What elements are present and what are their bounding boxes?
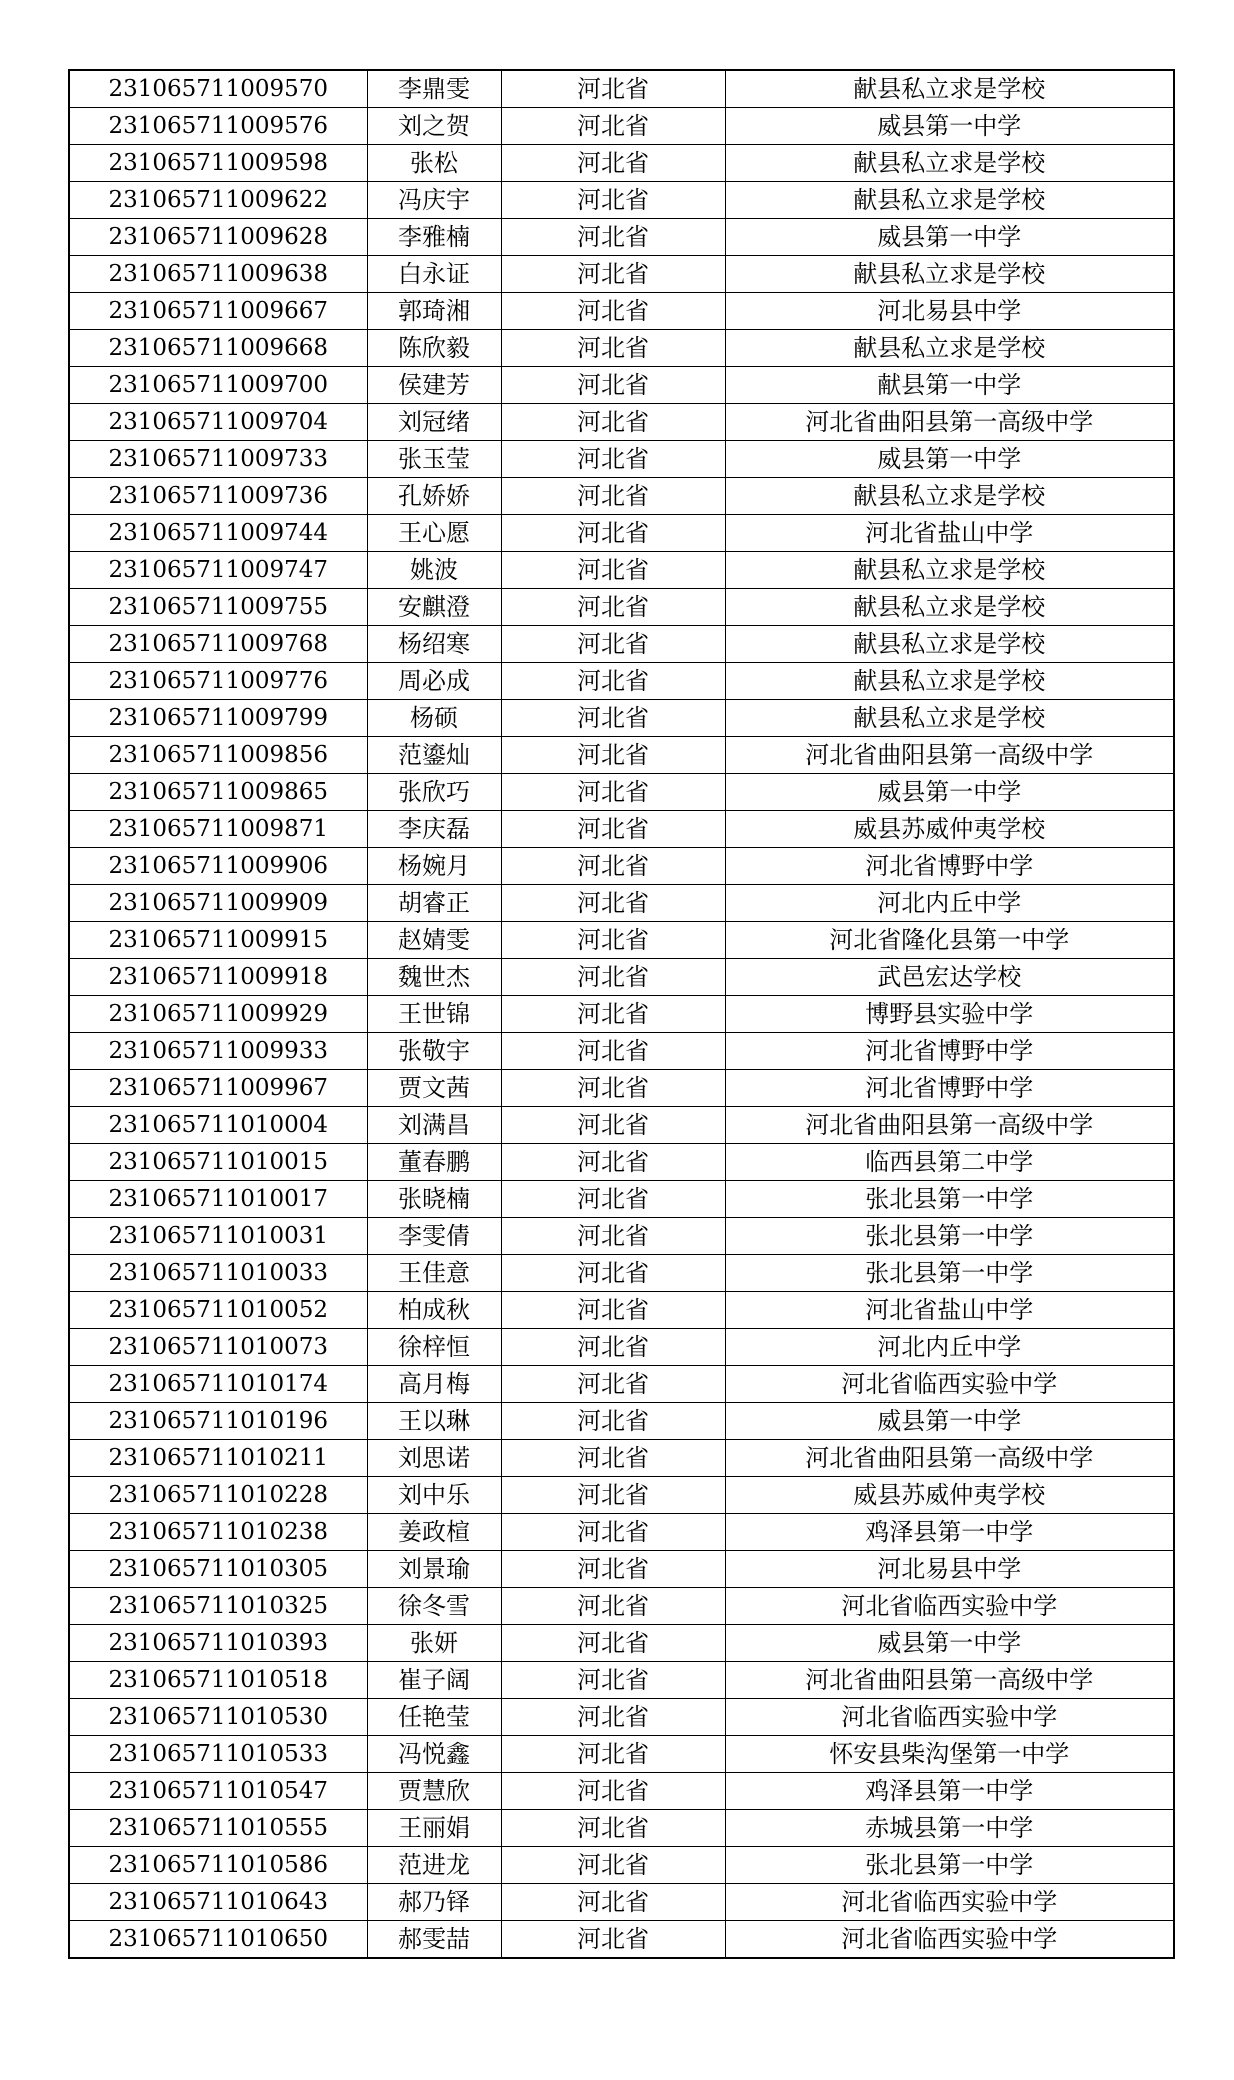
- table-row: [69, 1810, 1174, 1847]
- province-cell: 河北省: [501, 774, 725, 811]
- student-name-cell: 李庆磊: [367, 811, 501, 848]
- student-name-cell: 贾文茜: [367, 1070, 501, 1107]
- candidate-id-cell: 231065711010238: [69, 1514, 367, 1551]
- school-name-cell: 威县苏威仲夷学校: [725, 811, 1174, 848]
- candidate-id-cell: 231065711009909: [69, 885, 367, 922]
- candidate-id-cell: 231065711010196: [69, 1403, 367, 1440]
- school-name-cell: 博野县实验中学: [725, 996, 1174, 1033]
- school-name-cell: 河北省曲阳县第一高级中学: [725, 1107, 1174, 1144]
- candidate-id-cell: 231065711009776: [69, 663, 367, 700]
- candidate-id-cell: 231065711009856: [69, 737, 367, 774]
- table-row: [69, 1292, 1174, 1329]
- student-name-cell: 刘满昌: [367, 1107, 501, 1144]
- school-name-cell: 献县私立求是学校: [725, 663, 1174, 700]
- student-name-cell: 周必成: [367, 663, 501, 700]
- table-row: [69, 885, 1174, 922]
- province-cell: 河北省: [501, 1662, 725, 1699]
- candidate-id-cell: 231065711009865: [69, 774, 367, 811]
- candidate-id-cell: 231065711009598: [69, 145, 367, 182]
- candidate-id-cell: 231065711010518: [69, 1662, 367, 1699]
- candidate-id-cell: 231065711009755: [69, 589, 367, 626]
- table-row: [69, 1403, 1174, 1440]
- table-row: [69, 1144, 1174, 1181]
- province-cell: 河北省: [501, 1810, 725, 1847]
- candidate-id-cell: 231065711010325: [69, 1588, 367, 1625]
- student-name-cell: 王丽娟: [367, 1810, 501, 1847]
- province-cell: 河北省: [501, 478, 725, 515]
- table-row: [69, 367, 1174, 404]
- province-cell: 河北省: [501, 589, 725, 626]
- student-name-cell: 范进龙: [367, 1847, 501, 1884]
- province-cell: 河北省: [501, 663, 725, 700]
- table-row: [69, 1107, 1174, 1144]
- table-row: [69, 589, 1174, 626]
- school-name-cell: 河北省临西实验中学: [725, 1588, 1174, 1625]
- table-row: [69, 1921, 1174, 1959]
- candidate-id-cell: 231065711010555: [69, 1810, 367, 1847]
- province-cell: 河北省: [501, 1847, 725, 1884]
- table-row: [69, 1366, 1174, 1403]
- school-name-cell: 河北省临西实验中学: [725, 1921, 1174, 1959]
- province-cell: 河北省: [501, 1588, 725, 1625]
- student-name-cell: 张晓楠: [367, 1181, 501, 1218]
- table-row: [69, 1070, 1174, 1107]
- student-name-cell: 李雅楠: [367, 219, 501, 256]
- school-name-cell: 怀安县柴沟堡第一中学: [725, 1736, 1174, 1773]
- table-row: [69, 959, 1174, 996]
- candidate-id-cell: 231065711009967: [69, 1070, 367, 1107]
- candidate-id-cell: 231065711009667: [69, 293, 367, 330]
- student-name-cell: 张妍: [367, 1625, 501, 1662]
- candidate-id-cell: 231065711010031: [69, 1218, 367, 1255]
- candidate-id-cell: 231065711010305: [69, 1551, 367, 1588]
- student-name-cell: 魏世杰: [367, 959, 501, 996]
- table-row: [69, 478, 1174, 515]
- student-name-cell: 姚波: [367, 552, 501, 589]
- school-name-cell: 河北省曲阳县第一高级中学: [725, 737, 1174, 774]
- province-cell: 河北省: [501, 552, 725, 589]
- candidate-id-cell: 231065711009933: [69, 1033, 367, 1070]
- province-cell: 河北省: [501, 441, 725, 478]
- province-cell: 河北省: [501, 1033, 725, 1070]
- candidate-id-cell: 231065711009929: [69, 996, 367, 1033]
- student-name-cell: 刘中乐: [367, 1477, 501, 1514]
- student-name-cell: 杨婉月: [367, 848, 501, 885]
- table-row: [69, 774, 1174, 811]
- province-cell: 河北省: [501, 700, 725, 737]
- school-name-cell: 献县私立求是学校: [725, 478, 1174, 515]
- province-cell: 河北省: [501, 1366, 725, 1403]
- school-name-cell: 献县私立求是学校: [725, 70, 1174, 108]
- school-name-cell: 威县第一中学: [725, 219, 1174, 256]
- table-row: [69, 1181, 1174, 1218]
- student-name-cell: 姜政楦: [367, 1514, 501, 1551]
- table-row: [69, 626, 1174, 663]
- province-cell: 河北省: [501, 1255, 725, 1292]
- student-name-cell: 安麒澄: [367, 589, 501, 626]
- school-name-cell: 献县私立求是学校: [725, 626, 1174, 663]
- province-cell: 河北省: [501, 626, 725, 663]
- table-row: [69, 182, 1174, 219]
- student-name-cell: 刘思诺: [367, 1440, 501, 1477]
- candidate-id-cell: 231065711010017: [69, 1181, 367, 1218]
- candidate-id-cell: 231065711009570: [69, 70, 367, 108]
- candidate-id-cell: 231065711009704: [69, 404, 367, 441]
- table-row: [69, 737, 1174, 774]
- province-cell: 河北省: [501, 811, 725, 848]
- school-name-cell: 河北省盐山中学: [725, 1292, 1174, 1329]
- school-name-cell: 河北省曲阳县第一高级中学: [725, 1662, 1174, 1699]
- province-cell: 河北省: [501, 182, 725, 219]
- candidate-id-cell: 231065711010586: [69, 1847, 367, 1884]
- student-name-cell: 郝雯喆: [367, 1921, 501, 1959]
- province-cell: 河北省: [501, 515, 725, 552]
- student-name-cell: 崔子阔: [367, 1662, 501, 1699]
- candidate-id-cell: 231065711009668: [69, 330, 367, 367]
- student-name-cell: 孔娇娇: [367, 478, 501, 515]
- school-name-cell: 献县私立求是学校: [725, 700, 1174, 737]
- table-row: [69, 922, 1174, 959]
- student-name-cell: 杨绍寒: [367, 626, 501, 663]
- province-cell: 河北省: [501, 1292, 725, 1329]
- school-name-cell: 鸡泽县第一中学: [725, 1773, 1174, 1810]
- school-name-cell: 临西县第二中学: [725, 1144, 1174, 1181]
- province-cell: 河北省: [501, 1440, 725, 1477]
- province-cell: 河北省: [501, 1625, 725, 1662]
- school-name-cell: 河北省盐山中学: [725, 515, 1174, 552]
- school-name-cell: 张北县第一中学: [725, 1181, 1174, 1218]
- school-name-cell: 河北省曲阳县第一高级中学: [725, 404, 1174, 441]
- candidate-id-cell: 231065711010533: [69, 1736, 367, 1773]
- province-cell: 河北省: [501, 959, 725, 996]
- candidate-id-cell: 231065711010393: [69, 1625, 367, 1662]
- province-cell: 河北省: [501, 219, 725, 256]
- table-row: [69, 330, 1174, 367]
- province-cell: 河北省: [501, 1773, 725, 1810]
- province-cell: 河北省: [501, 1181, 725, 1218]
- student-name-cell: 张欣巧: [367, 774, 501, 811]
- student-name-cell: 贾慧欣: [367, 1773, 501, 1810]
- table-row: [69, 700, 1174, 737]
- student-name-cell: 李鼎雯: [367, 70, 501, 108]
- school-name-cell: 献县私立求是学校: [725, 256, 1174, 293]
- province-cell: 河北省: [501, 330, 725, 367]
- school-name-cell: 献县私立求是学校: [725, 182, 1174, 219]
- candidate-id-cell: 231065711010174: [69, 1366, 367, 1403]
- candidate-id-cell: 231065711009628: [69, 219, 367, 256]
- candidate-id-cell: 231065711010015: [69, 1144, 367, 1181]
- province-cell: 河北省: [501, 256, 725, 293]
- candidate-id-cell: 231065711009906: [69, 848, 367, 885]
- student-name-cell: 刘之贺: [367, 108, 501, 145]
- table-row: [69, 1551, 1174, 1588]
- school-name-cell: 河北省临西实验中学: [725, 1699, 1174, 1736]
- table-row: [69, 219, 1174, 256]
- table-row: [69, 996, 1174, 1033]
- school-name-cell: 河北省临西实验中学: [725, 1884, 1174, 1921]
- student-name-cell: 张松: [367, 145, 501, 182]
- table-row: [69, 70, 1174, 108]
- student-name-cell: 杨硕: [367, 700, 501, 737]
- province-cell: 河北省: [501, 996, 725, 1033]
- school-name-cell: 河北内丘中学: [725, 1329, 1174, 1366]
- school-name-cell: 河北省博野中学: [725, 848, 1174, 885]
- table-row: [69, 404, 1174, 441]
- candidate-id-cell: 231065711010004: [69, 1107, 367, 1144]
- province-cell: 河北省: [501, 885, 725, 922]
- table-row: [69, 256, 1174, 293]
- province-cell: 河北省: [501, 848, 725, 885]
- candidate-id-cell: 231065711010211: [69, 1440, 367, 1477]
- student-name-cell: 赵婧雯: [367, 922, 501, 959]
- table-row: [69, 1699, 1174, 1736]
- candidate-id-cell: 231065711009736: [69, 478, 367, 515]
- candidate-id-cell: 231065711010643: [69, 1884, 367, 1921]
- student-name-cell: 侯建芳: [367, 367, 501, 404]
- roster-table: [68, 69, 1175, 1959]
- table-row: [69, 145, 1174, 182]
- candidate-id-cell: 231065711009747: [69, 552, 367, 589]
- student-name-cell: 郝乃铎: [367, 1884, 501, 1921]
- student-name-cell: 王世锦: [367, 996, 501, 1033]
- student-name-cell: 王佳意: [367, 1255, 501, 1292]
- table-row: [69, 1662, 1174, 1699]
- student-name-cell: 董春鹏: [367, 1144, 501, 1181]
- candidate-id-cell: 231065711009622: [69, 182, 367, 219]
- table-row: [69, 1329, 1174, 1366]
- school-name-cell: 张北县第一中学: [725, 1255, 1174, 1292]
- province-cell: 河北省: [501, 293, 725, 330]
- table-row: [69, 293, 1174, 330]
- candidate-id-cell: 231065711009733: [69, 441, 367, 478]
- candidate-id-cell: 231065711010052: [69, 1292, 367, 1329]
- candidate-id-cell: 231065711010033: [69, 1255, 367, 1292]
- school-name-cell: 威县苏威仲夷学校: [725, 1477, 1174, 1514]
- province-cell: 河北省: [501, 145, 725, 182]
- school-name-cell: 河北内丘中学: [725, 885, 1174, 922]
- candidate-id-cell: 231065711010547: [69, 1773, 367, 1810]
- school-name-cell: 威县第一中学: [725, 441, 1174, 478]
- school-name-cell: 鸡泽县第一中学: [725, 1514, 1174, 1551]
- province-cell: 河北省: [501, 404, 725, 441]
- student-name-cell: 柏成秋: [367, 1292, 501, 1329]
- student-name-cell: 郭琦湘: [367, 293, 501, 330]
- table-row: [69, 1514, 1174, 1551]
- student-name-cell: 王以琳: [367, 1403, 501, 1440]
- student-name-cell: 陈欣毅: [367, 330, 501, 367]
- table-row: [69, 515, 1174, 552]
- student-name-cell: 张玉莹: [367, 441, 501, 478]
- table-row: [69, 1847, 1174, 1884]
- table-row: [69, 441, 1174, 478]
- table-row: [69, 1588, 1174, 1625]
- table-row: [69, 1625, 1174, 1662]
- province-cell: 河北省: [501, 70, 725, 108]
- school-name-cell: 河北易县中学: [725, 293, 1174, 330]
- student-name-cell: 冯庆宇: [367, 182, 501, 219]
- table-row: [69, 1255, 1174, 1292]
- student-name-cell: 胡睿正: [367, 885, 501, 922]
- candidate-id-cell: 231065711010650: [69, 1921, 367, 1959]
- province-cell: 河北省: [501, 1699, 725, 1736]
- school-name-cell: 献县私立求是学校: [725, 589, 1174, 626]
- table-row: [69, 1218, 1174, 1255]
- candidate-id-cell: 231065711009576: [69, 108, 367, 145]
- school-name-cell: 河北易县中学: [725, 1551, 1174, 1588]
- province-cell: 河北省: [501, 1551, 725, 1588]
- candidate-id-cell: 231065711009915: [69, 922, 367, 959]
- candidate-id-cell: 231065711010228: [69, 1477, 367, 1514]
- candidate-id-cell: 231065711009799: [69, 700, 367, 737]
- province-cell: 河北省: [501, 1477, 725, 1514]
- province-cell: 河北省: [501, 1107, 725, 1144]
- table-row: [69, 663, 1174, 700]
- candidate-id-cell: 231065711009918: [69, 959, 367, 996]
- school-name-cell: 武邑宏达学校: [725, 959, 1174, 996]
- table-row: [69, 1477, 1174, 1514]
- table-row: [69, 1736, 1174, 1773]
- province-cell: 河北省: [501, 1070, 725, 1107]
- province-cell: 河北省: [501, 108, 725, 145]
- school-name-cell: 河北省隆化县第一中学: [725, 922, 1174, 959]
- student-name-cell: 徐冬雪: [367, 1588, 501, 1625]
- student-name-cell: 范鎏灿: [367, 737, 501, 774]
- province-cell: 河北省: [501, 1921, 725, 1959]
- table-row: [69, 108, 1174, 145]
- school-name-cell: 河北省博野中学: [725, 1033, 1174, 1070]
- province-cell: 河北省: [501, 922, 725, 959]
- school-name-cell: 河北省博野中学: [725, 1070, 1174, 1107]
- student-name-cell: 张敬宇: [367, 1033, 501, 1070]
- student-name-cell: 王心愿: [367, 515, 501, 552]
- province-cell: 河北省: [501, 1403, 725, 1440]
- province-cell: 河北省: [501, 1218, 725, 1255]
- table-row: [69, 1033, 1174, 1070]
- school-name-cell: 张北县第一中学: [725, 1218, 1174, 1255]
- school-name-cell: 威县第一中学: [725, 108, 1174, 145]
- table-row: [69, 811, 1174, 848]
- school-name-cell: 威县第一中学: [725, 1625, 1174, 1662]
- candidate-id-cell: 231065711009638: [69, 256, 367, 293]
- province-cell: 河北省: [501, 1514, 725, 1551]
- student-name-cell: 刘景瑜: [367, 1551, 501, 1588]
- school-name-cell: 献县私立求是学校: [725, 145, 1174, 182]
- school-name-cell: 威县第一中学: [725, 774, 1174, 811]
- table-row: [69, 848, 1174, 885]
- province-cell: 河北省: [501, 1144, 725, 1181]
- province-cell: 河北省: [501, 737, 725, 774]
- school-name-cell: 献县私立求是学校: [725, 552, 1174, 589]
- student-name-cell: 白永证: [367, 256, 501, 293]
- province-cell: 河北省: [501, 1736, 725, 1773]
- school-name-cell: 威县第一中学: [725, 1403, 1174, 1440]
- candidate-id-cell: 231065711010073: [69, 1329, 367, 1366]
- student-name-cell: 徐梓恒: [367, 1329, 501, 1366]
- student-name-cell: 李雯倩: [367, 1218, 501, 1255]
- student-name-cell: 任艳莹: [367, 1699, 501, 1736]
- candidate-id-cell: 231065711009871: [69, 811, 367, 848]
- table-row: [69, 552, 1174, 589]
- table-row: [69, 1440, 1174, 1477]
- candidate-id-cell: 231065711009768: [69, 626, 367, 663]
- roster-table-body: [69, 70, 1174, 1958]
- candidate-id-cell: 231065711009700: [69, 367, 367, 404]
- student-name-cell: 高月梅: [367, 1366, 501, 1403]
- student-name-cell: 冯悦鑫: [367, 1736, 501, 1773]
- school-name-cell: 献县第一中学: [725, 367, 1174, 404]
- province-cell: 河北省: [501, 1884, 725, 1921]
- school-name-cell: 河北省临西实验中学: [725, 1366, 1174, 1403]
- school-name-cell: 张北县第一中学: [725, 1847, 1174, 1884]
- table-row: [69, 1884, 1174, 1921]
- province-cell: 河北省: [501, 367, 725, 404]
- candidate-id-cell: 231065711009744: [69, 515, 367, 552]
- table-row: [69, 1773, 1174, 1810]
- school-name-cell: 河北省曲阳县第一高级中学: [725, 1440, 1174, 1477]
- student-name-cell: 刘冠绪: [367, 404, 501, 441]
- school-name-cell: 赤城县第一中学: [725, 1810, 1174, 1847]
- school-name-cell: 献县私立求是学校: [725, 330, 1174, 367]
- candidate-id-cell: 231065711010530: [69, 1699, 367, 1736]
- province-cell: 河北省: [501, 1329, 725, 1366]
